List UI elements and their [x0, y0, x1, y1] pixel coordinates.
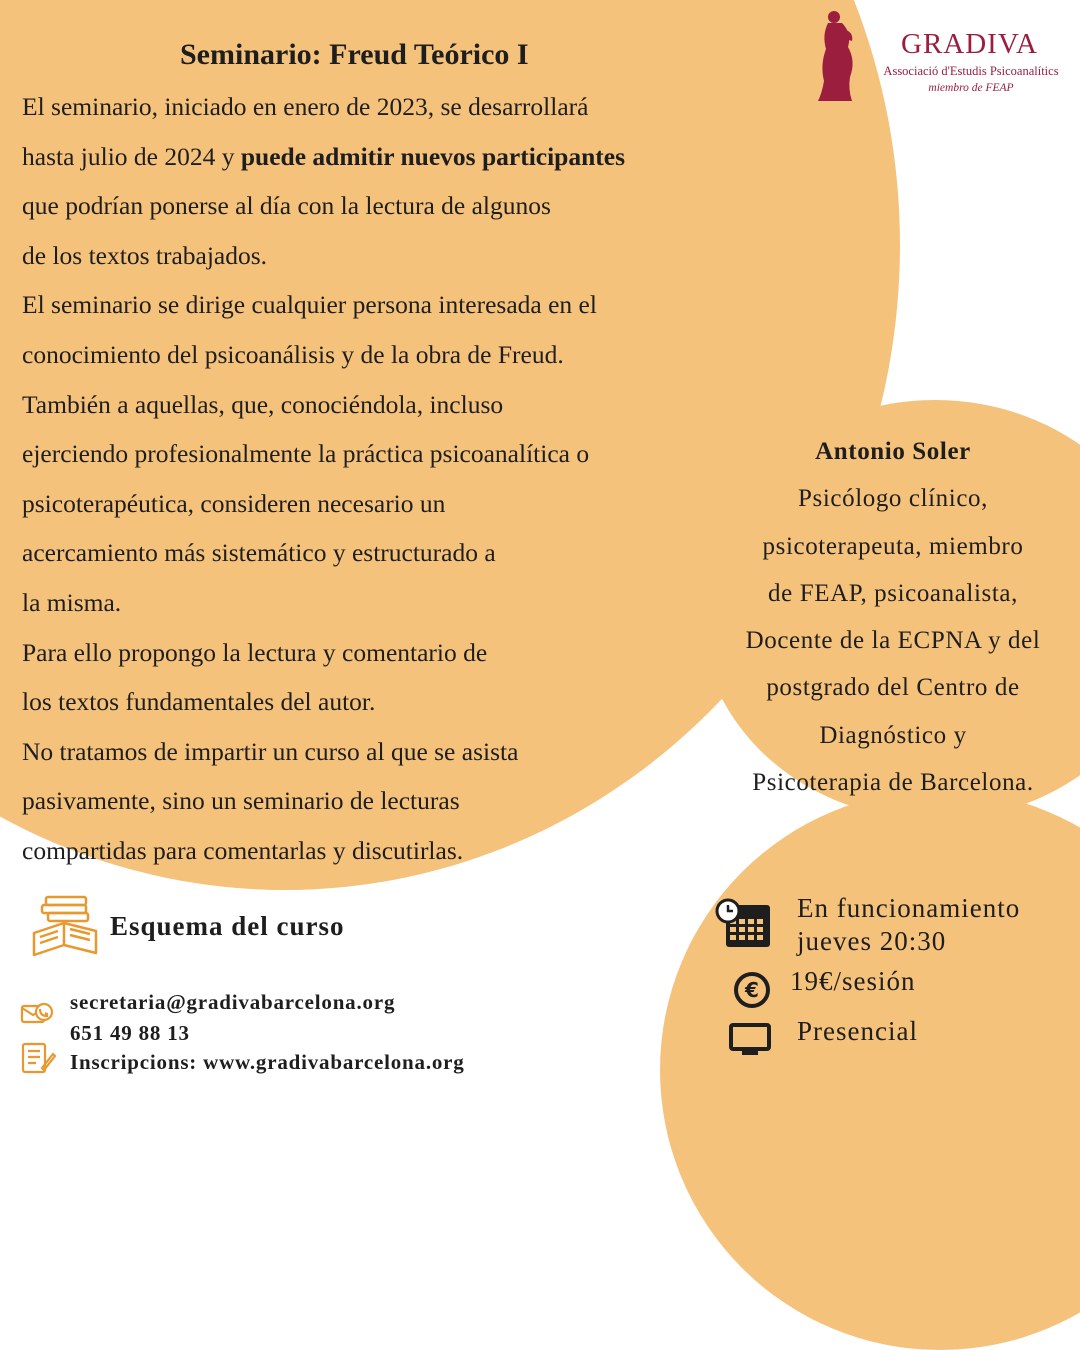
- svg-text:€: €: [745, 978, 759, 1002]
- description-line: El seminario se dirige cualquier persona interesada en el: [22, 290, 597, 320]
- seminar-description: [22, 82, 742, 876]
- contact-email-link[interactable]: secretaria@gradivabarcelona.org: [70, 990, 396, 1014]
- gradiva-figure-logo-icon: [812, 5, 862, 105]
- description-line: El seminario, iniciado en enero de 2023, se desarrollará: [22, 92, 589, 121]
- description-line: No tratamos de impartir un curso al que se asista: [22, 736, 519, 766]
- description-line: de los textos trabajados.: [22, 240, 268, 270]
- form-icon: [20, 1040, 56, 1081]
- speaker-bio-line: de FEAP, psicoanalista,: [768, 579, 1018, 607]
- schedule-text: jueves 20:30: [797, 926, 947, 956]
- description-line: compartidas para comentarlas y discutirlas.: [22, 835, 464, 865]
- description-line: psicoterapéutica, consideren necesario un: [22, 488, 446, 518]
- monitor-icon: [728, 1022, 772, 1063]
- logo-title: GRADIVA: [901, 28, 1038, 60]
- phone-email-icon: [20, 1000, 54, 1035]
- description-line: que podrían ponerse al día con la lectura de algunos: [22, 191, 551, 221]
- speaker-bio-line: postgrado del Centro de: [766, 674, 1020, 702]
- contact-phone-link[interactable]: 651 49 88 13: [70, 1021, 190, 1045]
- registration-link[interactable]: Inscripcions: www.gradivabarcelona.org: [70, 1050, 465, 1074]
- description-line: También a aquellas, que, conociéndola, incluso: [22, 389, 504, 419]
- books-icon: [30, 893, 102, 966]
- description-line: los textos fundamentales del autor.: [22, 687, 376, 717]
- description-line: conocimiento del psicoanálisis y de la obra de Freud.: [22, 339, 564, 369]
- price-text: 19€/sesión: [790, 966, 916, 996]
- seminar-title: Seminario: Freud Teórico I: [180, 38, 529, 71]
- speaker-bio-line: Psicoterapia de Barcelona.: [752, 769, 1034, 797]
- course-scheme-link[interactable]: [30, 893, 450, 963]
- description-line: ejerciendo profesionalmente la práctica psicoanalítica o: [22, 439, 590, 469]
- mode-text: Presencial: [797, 1016, 918, 1046]
- speaker-bio: [706, 428, 1080, 806]
- speaker-bio-line: Psicólogo clínico,: [798, 485, 988, 513]
- speaker-bio-line: Diagnóstico y: [819, 721, 967, 749]
- logo-member-text: miembro de FEAP: [928, 82, 1014, 94]
- calendar-clock-icon: [714, 897, 774, 956]
- speaker-bio-line: Docente de la ECPNA y del: [745, 627, 1041, 655]
- course-scheme-label: Esquema del curso: [110, 911, 345, 941]
- description-line: acercamiento más sistemático y estructurado a: [22, 538, 496, 568]
- speaker-bio-line: psicoterapeuta, miembro: [762, 532, 1024, 560]
- speaker-name: Antonio Soler: [815, 438, 971, 465]
- description-line: hasta julio de 2024 y puede admitir nuevos participantes: [22, 141, 626, 171]
- description-line: la misma.: [22, 587, 122, 617]
- logo-subtitle: Associació d'Estudis Psicoanalítics: [883, 64, 1059, 78]
- description-line: Para ello propongo la lectura y comentario de: [22, 637, 488, 667]
- status-text: En funcionamiento: [797, 893, 1021, 923]
- description-line: pasivamente, sino un seminario de lecturas: [22, 786, 460, 816]
- euro-icon: [733, 971, 771, 1014]
